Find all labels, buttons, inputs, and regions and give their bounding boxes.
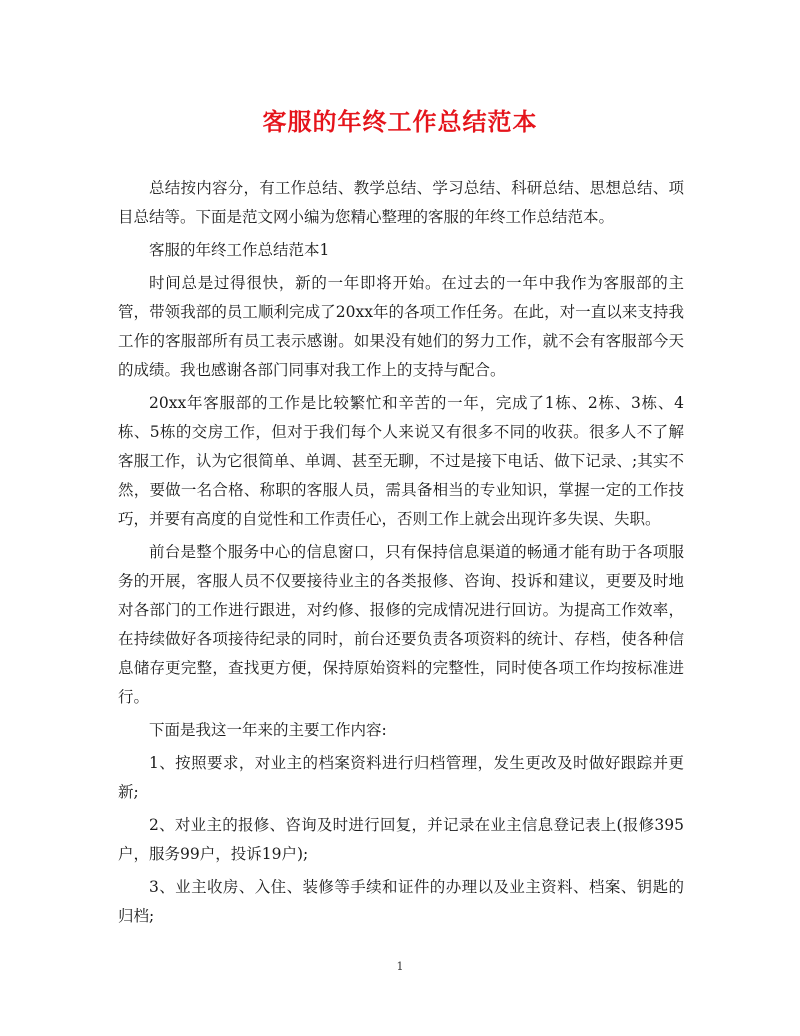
body-paragraph: 20xx年客服部的工作是比较繁忙和辛苦的一年，完成了1栋、2栋、3栋、4栋、5栋的交房工作，但对于我们每个人来说又有很多不同的收获。很多人不了解客服工作，认为它很简单、单调、甚至无聊，不过是接下电话、做下记录、;其实不然，要做一名合格、称职的客服人员，需具备相当的专业知识，掌握一定的工作技巧，并要有高度的自觉性和工作责任心，否则工作上就会出现许多失误、失职。 xyxy=(118,394,684,528)
page-number: 1 xyxy=(396,960,404,973)
document-title: 客服的年终工作总结范本 xyxy=(262,107,538,136)
body-paragraph: 时间总是过得很快，新的一年即将开始。在过去的一年中我作为客服部的主管，带领我部的员工顺利完成了20xx年的各项工作任务。在此，对一直以来支持我工作的客服部所有员工表示感谢。如果没有她们的努力工作，就不会有客服部今天的成绩。我也感谢各部门同事对我工作上的支持与配合。 xyxy=(118,274,684,379)
intro-paragraph: 总结按内容分，有工作总结、教学总结、学习总结、科研总结、思想总结、项目总结等。下面是范文网小编为您精心整理的客服的年终工作总结范本。 xyxy=(118,179,684,226)
list-item: 1、按照要求，对业主的档案资料进行归档管理，发生更改及时做好跟踪并更新; xyxy=(118,754,684,801)
body-paragraph: 下面是我这一年来的主要工作内容: xyxy=(149,721,387,739)
document-body xyxy=(118,174,684,935)
list-item: 3、业主收房、入住、装修等手续和证件的办理以及业主资料、档案、钥匙的归档; xyxy=(118,878,684,925)
list-item: 2、对业主的报修、咨询及时进行回复，并记录在业主信息登记表上(报修395户，服务99户，投诉19户); xyxy=(118,816,684,863)
body-paragraph: 前台是整个服务中心的信息窗口，只有保持信息渠道的畅通才能有助于各项服务的开展，客服人员不仅要接待业主的各类报修、咨询、投诉和建议，更要及时地对各部门的工作进行跟进，对约修、报修的完成情况进行回访。为提高工作效率，在持续做好各项接待纪录的同时，前台还要负责各项资料的统计、存档，使各种信息储存更完整，查找更方便，保持原始资料的完整性，同时使各项工作均按标准进行。 xyxy=(118,543,684,706)
section-heading: 客服的年终工作总结范本1 xyxy=(149,241,330,259)
